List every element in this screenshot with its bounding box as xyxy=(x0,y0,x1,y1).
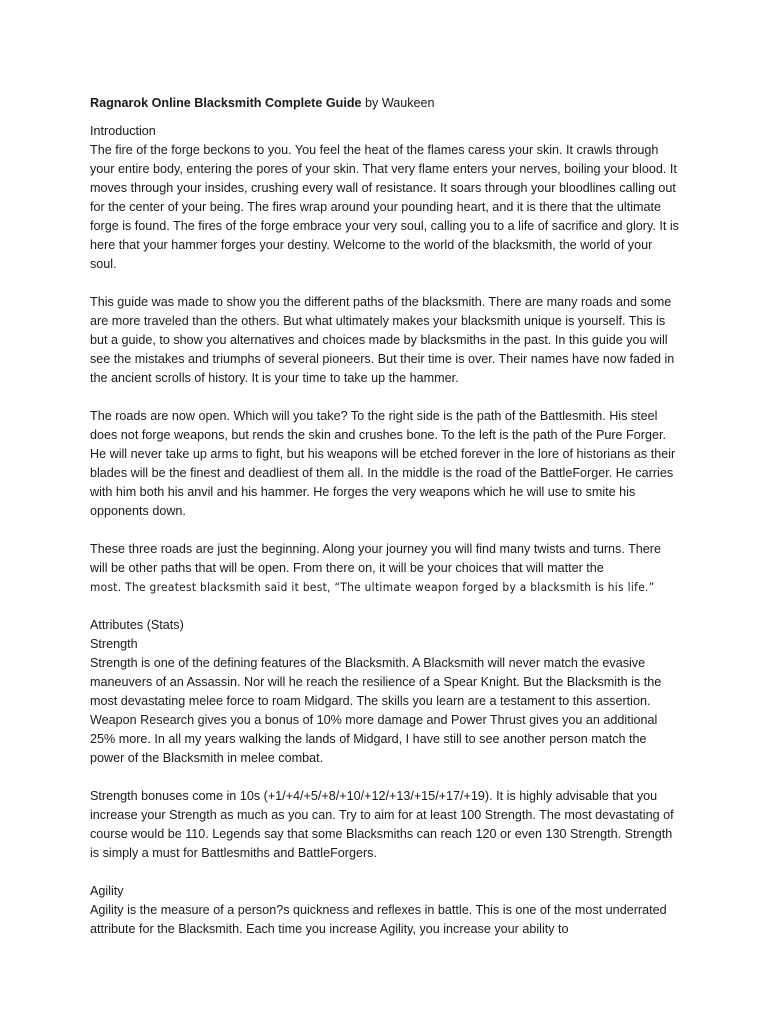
document-byline: by Waukeen xyxy=(361,96,435,110)
paragraph-agility-1: Agility is the measure of a person?s quickness and reflexes in battle. This is one of the most underrated attribute for the Blacksmith. Each time you increase Agility, you increase your ability to xyxy=(90,903,667,936)
paragraph-intro-4-quote-line: most. The greatest blacksmith said it best, “The ultimate weapon forged by a blacksmith is his life.” xyxy=(90,580,655,594)
paragraph-intro-3: The roads are now open. Which will you take? To the right side is the path of the Battlesmith. His steel does not forge weapons, but rends the skin and crushes bone. To the left is the path of the Pure Forger. He will never take up arms to fight, but his weapons will be etched forever in the lore of historians as their blades will be the finest and deadliest of them all. In the middle is the road of the BattleForger. He carries with him both his anvil and his hammer. He forges the very weapons which he will use to smite his opponents down. xyxy=(90,409,676,518)
paragraph-strength-1: Strength is one of the defining features of the Blacksmith. A Blacksmith will never match the evasive maneuvers of an Assassin. Nor will he reach the resilience of a Spear Knight. But the Blacksmith is the most devastating melee force to roam Midgard. The skills you learn are a testament to this assertion. Weapon Research gives you a bonus of 10% more damage and Power Thrust gives you an additional 25% more. In all my years walking the lands of Midgard, I have still to see another person match the power of the Blacksmith in melee combat. xyxy=(90,656,662,765)
document-title: Ragnarok Online Blacksmith Complete Guide xyxy=(90,96,362,110)
subsection-heading-agility: Agility xyxy=(90,884,124,898)
document-title-line xyxy=(90,94,680,113)
paragraph-intro-4 xyxy=(90,540,680,597)
section-heading-introduction: Introduction xyxy=(90,124,156,138)
paragraph-intro-1: The fire of the forge beckons to you. You feel the heat of the flames caress your skin. It crawls through your entire body, entering the pores of your skin. That very flame enters your nerves, boiling your blood. It moves through your insides, crushing every wall of resistance. It soars through your bloodlines calling out for the center of your being. The fires wrap around your pounding heart, and it is there that the ultimate forge is found. The fires of the forge embrace your very soul, calling you to a life of sacrifice and glory. It is here that your hammer forges your destiny. Welcome to the world of the blacksmith, the world of your soul. xyxy=(90,143,679,271)
paragraph-intro-4-text: These three roads are just the beginning. Along your journey you will find many twists and turns. There will be other paths that will be open. From there on, it will be your choices that will matter the xyxy=(90,542,661,575)
section-heading-attributes: Attributes (Stats) xyxy=(90,618,184,632)
document-page xyxy=(90,94,680,939)
paragraph-intro-2: This guide was made to show you the different paths of the blacksmith. There are many roads and some are more traveled than the others. But what ultimately makes your blacksmith unique is yourself. This is but a guide, to show you alternatives and choices made by blacksmiths in the past. In this guide you will see the mistakes and triumphs of several pioneers. But their time is over. Their names have now faded in the ancient scrolls of history. It is your time to take up the hammer. xyxy=(90,295,675,385)
paragraph-strength-2: Strength bonuses come in 10s (+1/+4/+5/+8/+10/+12/+13/+15/+17/+19). It is highly advisable that you increase your Strength as much as you can. Try to aim for at least 100 Strength. The most devastating of course would be 110. Legends say that some Blacksmiths can reach 120 or even 130 Strength. Strength is simply a must for Battlesmiths and BattleForgers. xyxy=(90,789,674,860)
subsection-heading-strength: Strength xyxy=(90,637,138,651)
